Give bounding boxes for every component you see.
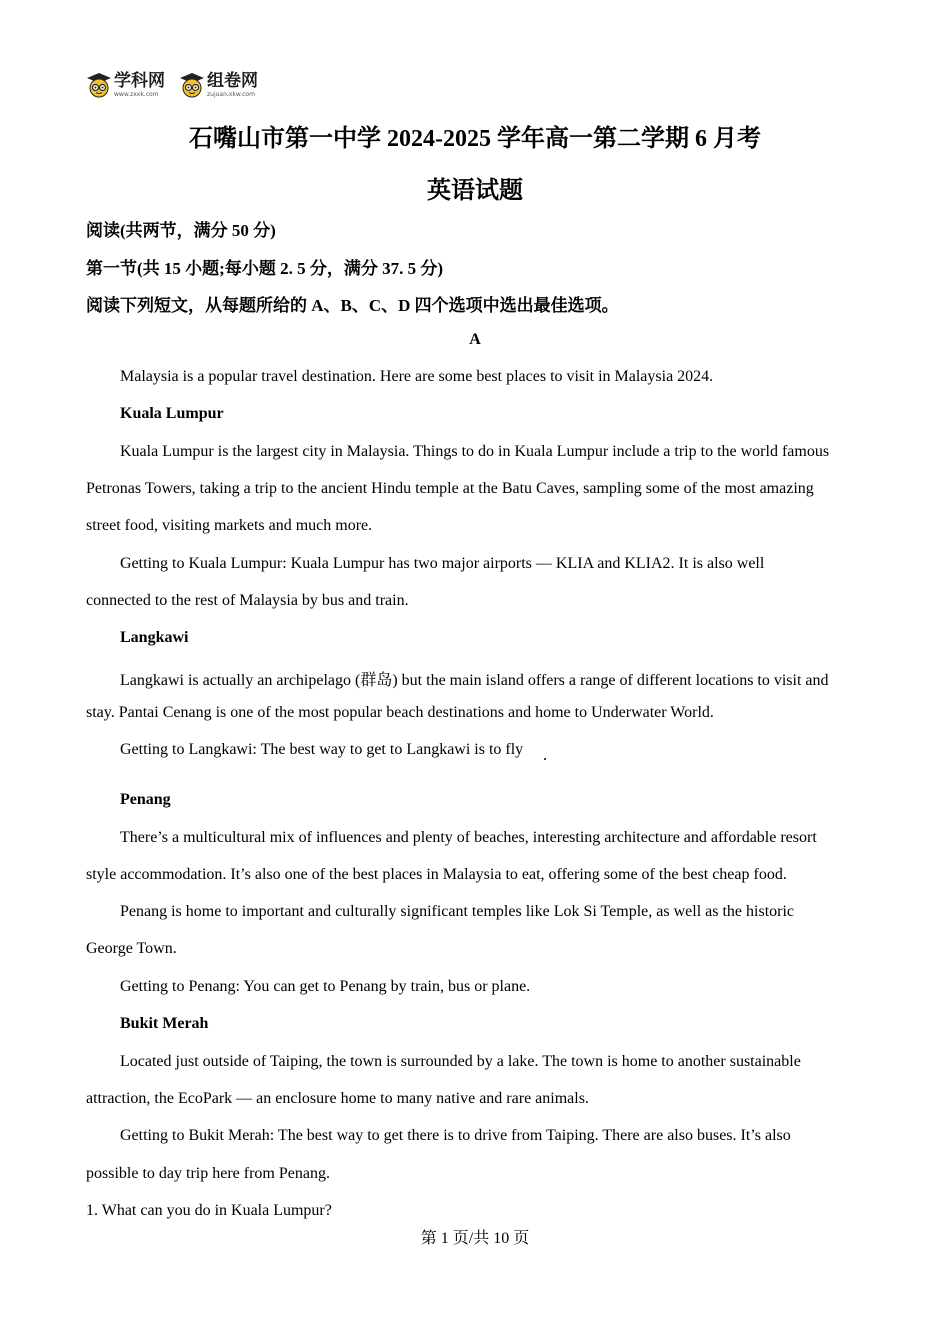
exam-title: 石嘴山市第一中学 2024-2025 学年高一第二学期 6 月考 xyxy=(189,126,761,152)
xkw-logo[interactable] xyxy=(86,72,165,98)
paragraph-line: Getting to Bukit Merah: The best way to get there is to drive from Taiping. There are also buses. It’s also xyxy=(120,1127,791,1144)
paragraph-line: Located just outside of Taiping, the town is surrounded by a lake. The town is home to another sustainable xyxy=(120,1053,801,1070)
paragraph-line: George Town. xyxy=(86,940,177,957)
section-reading: 阅读(共两节，满分 50 分) xyxy=(86,221,276,240)
passage-intro: Malaysia is a popular travel destination. Here are some best places to visit in Malaysia 2024. xyxy=(120,368,714,385)
paragraph-line: Getting to Penang: You can get to Penang by train, bus or plane. xyxy=(120,978,531,995)
heading-penang: Penang xyxy=(120,791,171,808)
paragraph-line: Kuala Lumpur is the largest city in Malaysia. Things to do in Kuala Lumpur include a trip to the world famous xyxy=(120,443,830,460)
exam-subtitle: 英语试题 xyxy=(427,178,523,204)
logo-url: www.zxxk.com xyxy=(114,90,159,98)
passage-letter: A xyxy=(469,331,481,348)
paragraph-line: There’s a multicultural mix of influences and plenty of beaches, interesting architecture and affordable resort xyxy=(120,829,817,846)
paragraph-line: Penang is home to important and culturally significant temples like Lok Si Temple, as well as the historic xyxy=(120,903,795,920)
student-mascot-icon xyxy=(179,72,205,98)
paragraph-line: connected to the rest of Malaysia by bus and train. xyxy=(86,592,409,609)
paragraph-line: style accommodation. It’s also one of the best places in Malaysia to eat, offering some of the best cheap food. xyxy=(86,866,787,883)
question-1: 1. What can you do in Kuala Lumpur? xyxy=(86,1202,332,1219)
logo-name: 学科网 xyxy=(114,70,165,91)
logo-name: 组卷网 xyxy=(207,70,258,91)
paragraph-line: Getting to Langkawi: The best way to get to Langkawi is to fly xyxy=(120,741,524,758)
paragraph-line: Petronas Towers, taking a trip to the ancient Hindu temple at the Batu Caves, sampling some of the most amazing xyxy=(86,480,814,497)
paragraph-line: Getting to Kuala Lumpur: Kuala Lumpur has two major airports — KLIA and KLIA2. It is also well xyxy=(120,555,765,572)
paragraph-line: Langkawi is actually an archipelago (群岛) but the main island offers a range of different locations to visit and xyxy=(120,672,829,689)
logo-row xyxy=(86,72,258,98)
section-part1: 第一节(共 15 小题;每小题 2. 5 分，满分 37. 5 分) xyxy=(86,259,443,278)
paragraph-line: possible to day trip here from Penang. xyxy=(86,1165,330,1182)
page-footer: 第 1 页/共 10 页 xyxy=(420,1230,530,1247)
logo-url: zujuan.xkw.com xyxy=(207,90,255,98)
heading-bukit-merah: Bukit Merah xyxy=(120,1015,209,1032)
heading-kuala-lumpur: Kuala Lumpur xyxy=(120,405,224,422)
section-instruction: 阅读下列短文，从每题所给的 A、B、C、D 四个选项中选出最佳选项。 xyxy=(86,296,619,315)
paragraph-line: street food, visiting markets and much more. xyxy=(86,517,373,534)
paragraph-line: attraction, the EcoPark — an enclosure home to many native and rare animals. xyxy=(86,1090,589,1107)
student-mascot-icon xyxy=(86,72,112,98)
heading-langkawi: Langkawi xyxy=(120,629,189,646)
zujuan-logo[interactable] xyxy=(179,72,258,98)
stray-dot xyxy=(544,758,546,760)
paragraph-line: stay. Pantai Cenang is one of the most popular beach destinations and home to Underwater World. xyxy=(86,704,714,721)
